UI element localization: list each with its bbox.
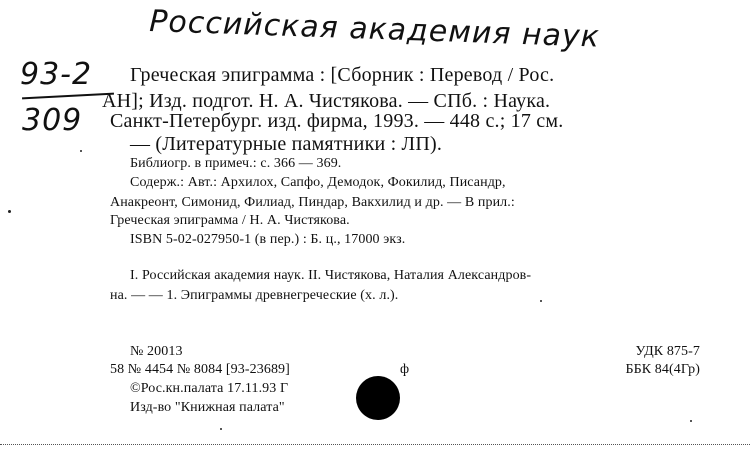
scan-speck <box>220 428 222 430</box>
scan-speck <box>690 420 692 422</box>
notes-contents-3: Греческая эпиграмма / Н. А. Чистякова. <box>110 213 350 228</box>
copyright-line: ©Рос.кн.палата 17.11.93 Г <box>130 381 289 396</box>
handwritten-institution: Российская академия наук <box>148 4 601 55</box>
order-numbers-tail: ф <box>400 362 410 377</box>
handwritten-underline <box>22 93 114 100</box>
udk-code: УДК 875-7 <box>635 344 700 359</box>
card-bottom-edge <box>0 444 750 445</box>
tracing-line-2: на. — — 1. Эпиграммы древнегреческие (х. л.). <box>110 288 399 303</box>
notes-contents-1: Содерж.: Авт.: Архилох, Сапфо, Демодок, Фокилид, Писандр, <box>130 175 506 190</box>
bbk-code: ББК 84(4Гр) <box>625 362 700 377</box>
title-line-2: АН]; Изд. подгот. Н. А. Чистякова. — СПб. : Наука. <box>102 90 551 112</box>
publisher-line: Изд-во "Книжная палата" <box>130 400 285 415</box>
handwritten-shelfmark-2: 309 <box>22 103 83 138</box>
isbn-line: ISBN 5-02-027950-1 (в пер.) : Б. ц., 17000 экз. <box>130 232 406 247</box>
notes-contents-2: Анакреонт, Симонид, Филиад, Пиндар, Вакхилид и др. — В прил.: <box>110 195 515 210</box>
scan-speck <box>8 210 11 213</box>
title-line-3: Санкт-Петербург. изд. фирма, 1993. — 448 с.; 17 см. <box>110 110 564 132</box>
scan-speck <box>80 150 82 152</box>
scan-speck <box>540 300 542 302</box>
title-line-4: — (Литературные памятники : ЛП). <box>130 133 443 155</box>
order-numbers: 58 № 4454 № 8084 [93-23689] <box>110 362 290 377</box>
ink-blot <box>356 376 400 420</box>
notes-bibliography: Библиогр. в примеч.: с. 366 — 369. <box>130 156 342 171</box>
handwritten-shelfmark-1: 93-2 <box>20 57 93 92</box>
title-line-1: Греческая эпиграмма : [Сборник : Перевод / Рос. <box>130 64 555 86</box>
tracing-line-1: I. Российская академия наук. II. Чистякова, Наталия Александров- <box>130 268 532 283</box>
card-number: № 20013 <box>130 344 183 359</box>
